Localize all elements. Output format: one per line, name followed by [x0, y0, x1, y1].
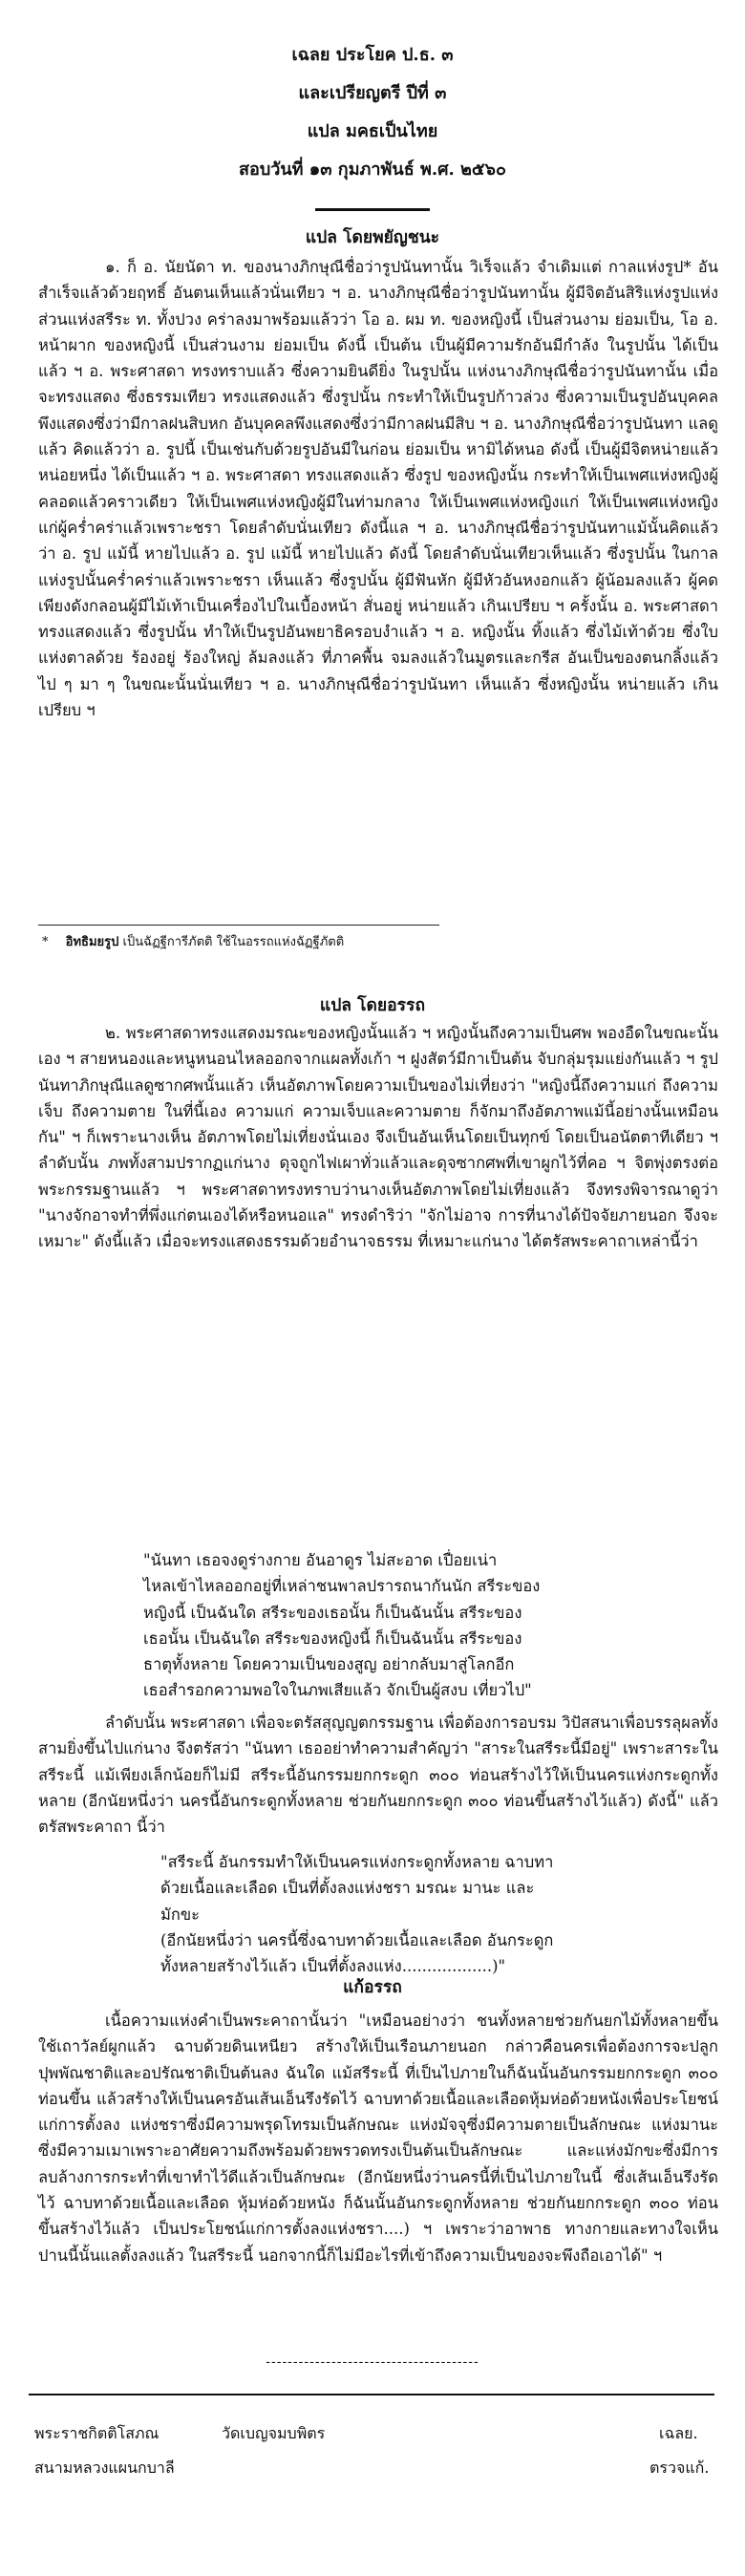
meaning-translation-para1 [38, 1020, 718, 1255]
literal-translation-text: ๑. ก็ อ. นัยนัดา ท. ของนางภิกษุณีชื่อว่ารูปนันทานั้น วิเร็จแล้ว จำเดิมแต่ กาลแห่งรูป* อันสำเร็จแล้วด้วยฤทธิ์ อันตนเห็นแล้วนั่นเทียว ฯ อ. นางภิกษุณีชื่อว่ารูปนันทานั้น ผู้มีจิตอันสิริแห่งรูปแห่งส่วนแห่งสรีระ ท. ทั้งปวง คร่าลงมาพร้อมแล้วว่า โอ อ. ผม ท. ของหญิงนี้ เป็นส่วนงาม ย่อมเป็น, โอ อ. หน้าผาก ของหญิงนี้ เป็นส่วนงาม ย่อมเป็น ดังนี้ เป็นต้น เป็นผู้มีความรักอันมีกำลัง ในรูปนั้น ได้เป็นแล้ว ฯ อ. พระศาสดา ทรงทราบแล้ว ซึ่งความยินดียิ่ง ในรูปนั้น แห่งนางภิกษุณีชื่อว่ารูปนันทานั้น เมื่อจะทรงแสดง ซึ่งธรรมเทียว ทรงแสดงแล้ว ซึ่งรูปนั้น กระทำให้เป็นรูปก้าวล่วง ซึ่งความเป็นรูปอันบุคคลพึงแสดงซึ่งว่ามีกาลฝนสิบหก อันบุคคลพึงแสดงซึ่งว่ามีกาลฝนมีสิบ ฯ อ. นางภิกษุณีชื่อว่ารูปนันทา แลดูแล้ว คิดแล้วว่า อ. รูปนี้ เป็นเช่นกับด้วยรูปอันมีในก่อน ย่อมเป็น หามิได้หนอ ดังนี้ เป็นผู้มีจิตหน่ายแล้ว หน่อยหนึ่ง ได้เป็นแล้ว ฯ อ. พระศาสดา ทรงแสดงแล้ว ซึ่งรูป ของหญิงนั้น กระทำให้เป็นเพศแห่งหญิงผู้คลอดแล้วคราวเดียว ให้เป็นเพศแห่งหญิงผู้มีในท่ามกลาง ให้เป็นเพศแห่งหญิงแก่ ให้เป็นเพศแห่งหญิงแก่ผู้คร่ำคร่าแล้วเพราะชรา โดยลำดับนั่นเทียว ดังนี้แล ฯ อ. นางภิกษุณีชื่อว่ารูปนันทาแม้นั้นคิดแล้วว่า อ. รูป แม้นี้ หายไปแล้ว อ. รูป แม้นี้ หายไปแล้ว ดังนี้ โดยลำดับนั่นเทียวเห็นแล้ว ซึ่งรูปนั้น ในกาลแห่งรูปนั้นคร่ำคร่าแล้วเพราะชรา เห็นแล้ว ซึ่งรูปนั้น ผู้มีฟันหัก ผู้มีหัวอันหงอกแล้ว ผู้น้อมลงแล้ว ผู้คดเพียงดังกลอนผู้มีไม้เท้าเป็นเครื่องไปในเบื้องหน้า สั่นอยู่ หน่ายแล้ว เกินเปรียบ ฯ ครั้งนั้น อ. พระศาสดาทรงแสดงแล้ว ซึ่งรูปนั้น ทำให้เป็นรูปอันพยาธิครอบงำแล้ว ฯ อ. หญิงนั้น ทิ้งแล้ว ซึ่งไม้เท้าด้วย ซึ่งใบแห่งตาลด้วย ร้องอยู่ ร้องใหญ่ ล้มลงแล้ว ที่ภาคพื้น จมลงแล้วในมูตรและกรีส อันเป็นของตนกลิ้งแล้ว ไป ๆ มา ๆ ในขณะนั้นนั่นเทียว ฯ อ. นางภิกษุณีชื่อว่ารูปนันทา เห็นแล้ว ซึ่งหญิงนั้น หน่ายแล้ว เกินเปรียบ ฯ [38, 258, 718, 720]
verse-line: "สรีระนี้ อันกรรมทำให้เป็นนครแห่งกระดูกทั้งหลาย ฉาบทา [160, 1853, 554, 1871]
commentary-body [38, 2008, 718, 2268]
verse-block-1 [143, 1547, 554, 1704]
verse-line: (อีกนัยหนึ่งว่า นครนี้ซึ่งฉาบทาด้วยเนื้อและเลือด อันกระดูก [160, 1930, 554, 1949]
header-answer-line: เฉลย ประโยค ป.ธ. ๓ [291, 45, 454, 65]
verse-line: ไหลเข้าไหลออกอยู่ที่เหล่าชนพาลปรารถนากันนัก สรีระของ [143, 1577, 541, 1596]
verse-block-2 [160, 1849, 562, 1979]
exam-board-name: สนามหลวงแผนกบาลี [34, 2459, 175, 2477]
commentary-text: เนื้อความแห่งคำเป็นพระคาถานั้นว่า "เหมือนอย่างว่า ชนทั้งหลายช่วยกันยกไม้ทั้งหลายขึ้น ใช้เถาวัลย์ผูกแล้ว ฉาบด้วยดินเหนียว สร้างให้เป็นเรือนภายนอก กล่าวคือนครเพื่อต้องการจะปลูกปุพพัณชาติและอปรัณชาติเป็นต้นลง ฉันใด แม้สรีระนี้ ที่เป็นไปภายในก็ฉันนั้นอันกรรมยกกระดูก ๓๐๐ ท่อนขึ้น แล้วสร้างให้เป็นนครอันเส้นเอ็นรึงรัดไว้ ฉาบทาด้วยเนื้อและเลือดหุ้มห่อด้วยหนังเพื่อประโยชน์แก่การตั้งลง แห่งชราซึ่งมีความพรุดโทรมเป็นลักษณะ แห่งมัจจุซึ่งมีความตายเป็นลักษณะ แห่งมานะซึ่งมีความเมาเพราะอาศัยความถึงพร้อมด้วยพรวดทรงเป็นต้นเป็นลักษณะ และแห่งมักขะซึ่งมีการลบล้างการกระทำที่เขาทำไว้ดีแล้วเป็นลักษณะ (อีกนัยหนึ่งว่านครนี้ที่เป็นไปภายในนี้ ซึ่งเส้นเอ็นรึงรัดไว้ ฉาบทาด้วยเนื้อและเลือด หุ้มห่อด้วยหนัง ก็ฉันนั้นอันกระดูกทั้งหลาย ช่วยกันยกกระดูก ๓๐๐ ท่อนขึ้นสร้างไว้แล้ว เป็นประโยชน์แก่การตั้งลงแห่งชรา....) ฯ เพราะว่าอาพาธ ทางกายและทางใจเห็นปานนี้นั้นแลตั้งลงแล้ว ในสรีระนี้ นอกจากนี้ก็ไม่มีอะไรที่เข้าถึงความเป็นของจะพึงถือเอาได้" ฯ [38, 2012, 718, 2265]
footnote [42, 931, 344, 951]
header-date-line: สอบวันที่ ๑๓ กุมภาพันธ์ พ.ศ. ๒๕๖๐ [239, 160, 506, 180]
header-divider [315, 208, 430, 211]
meaning-para2-text: ลำดับนั้น พระศาสดา เพื่อจะตรัสสุญญตกรรมฐาน เพื่อต้องการอบรม วิปัสสนาเพื่อบรรลุผลทั้งสามยิ่งขึ้นไปแก่นาง จึงตรัสว่า "นันทา เธออย่าทำความสำคัญว่า "สาระในสรีระนี้มีอยู่" เพราะสาระในสรีระนี้ แม้เพียงเล็กน้อยก็ไม่มี สรีระนี้อันกรรมยกกระดูก ๓๐๐ ท่อนสร้างไว้ให้เป็นนครแห่งกระดูกทั้งหลาย (อีกนัยหนึ่งว่า นครนี้อันกระดูกทั้งหลาย ช่วยกันยกกระดูก ๓๐๐ ท่อนขึ้นสร้างไว้แล้ว) ดังนี้" แล้วตรัสพระคาถา นี้ว่า [38, 1714, 718, 1837]
section-title-literal: แปล โดยพยัญชนะ [305, 228, 440, 247]
end-dash-line: --------------------------------------- [266, 2354, 479, 2370]
bottom-divider [29, 2394, 714, 2395]
verse-line: เธอนั้น เป็นฉันใด สรีระของหญิงนี้ ก็เป็นฉันนั้น สรีระของ [143, 1629, 522, 1648]
reviewed-label: ตรวจแก้. [649, 2459, 710, 2477]
header-subject-line: แปล มคธเป็นไทย [307, 121, 438, 141]
answer-key-label: เฉลย. [659, 2424, 698, 2442]
footnote-text: เป็นฉัฏฐีการีภัตติ ใช้ในอรรถแห่งฉัฏฐีภัตติ [122, 935, 345, 949]
footnote-term: อิทธิมยรูป [65, 935, 119, 949]
verse-line: ธาตุทั้งหลาย โดยความเป็นของสูญ อย่ากลับมาสู่โลกอีก [143, 1655, 515, 1674]
verse-line: เธอสำรอกความพอใจในภพเสียแล้ว จักเป็นผู้สงบ เที่ยวไป" [143, 1681, 532, 1700]
verse-line: หญิงนี้ เป็นฉันใด สรีระของเธอนั้น ก็เป็นฉันนั้น สรีระของ [143, 1603, 522, 1622]
section-title-meaning: แปล โดยอรรถ [319, 996, 426, 1015]
signer-name: พระราชกิตติโสภณ [34, 2424, 160, 2442]
verse-line: ทั้งหลายสร้างไว้แล้ว เป็นที่ตั้งลงแห่ง..................)" [160, 1957, 506, 1976]
literal-translation-body [38, 254, 718, 723]
footnote-divider [38, 925, 439, 926]
exam-header [0, 36, 745, 189]
header-level-line: และเปรียญตรี ปีที่ ๓ [298, 83, 447, 103]
signer-temple: วัดเบญจมบพิตร [222, 2424, 326, 2442]
footnote-marker: * [42, 935, 49, 949]
meaning-translation-para2 [38, 1710, 718, 1840]
section-title-commentary: แก้อรรถ [343, 1978, 402, 1997]
verse-line: ด้วยเนื้อและเลือด เป็นที่ตั้งลงแห่งชรา มรณะ มานะ และมักขะ [160, 1879, 535, 1924]
verse-line: "นันทา เธอจงดูร่างกาย อันอาดูร ไม่สะอาด เปื่อยเน่า [143, 1551, 498, 1569]
meaning-para1-text: ๒. พระศาสดาทรงแสดงมรณะของหญิงนั้นแล้ว ฯ หญิงนั้นถึงความเป็นศพ พองอืดในขณะนั้นเอง ฯ สายหนองและหนูหนอนไหลออกจากแผลทั้งเก้า ฯ ฝูงสัตว์มีกาเป็นต้น จับกลุ่มรุมแย่งกันแล้ว ฯ รูปนันทาภิกษุณีแลดูซากศพนั้นแล้ว เห็นอัตภาพโดยความเป็นของไม่เที่ยงว่า "หญิงนี้ถึงความแก่ ถึงความเจ็บ ถึงความตาย ในที่นี้เอง ความแก่ ความเจ็บและความตาย ก็จักมาถึงอัตภาพแม้นี้อย่างนั้นเหมือนกัน" ฯ ก็เพราะนางเห็น อัตภาพโดยไม่เที่ยงนั่นเอง จึงเป็นอันเห็นโดยเป็นทุกข์ โดยเป็นอนัตตาทีเดียว ฯ ลำดับนั้น ภพทั้งสามปรากฏแก่นาง ดุจถูกไฟเผาทั่วแล้วและดุจซากศพที่เขาผูกไว้ที่คอ ฯ จิตพุ่งตรงต่อพระกรรมฐานแล้ว ฯ พระศาสดาทรงทราบว่านางเห็นอัตภาพโดยไม่เที่ยงแล้ว จึงทรงพิจารณาดูว่า "นางจักอาจทำที่พึ่งแก่ตนเองได้หรือหนอแล" ทรงดำริว่า "จักไม่อาจ การที่นางได้ปัจจัยภายนอก จึงจะเหมาะ" ดังนี้แล้ว เมื่อจะทรงแสดงธรรมด้วยอำนาจธรรม ที่เหมาะแก่นาง ได้ตรัสพระคาถาเหล่านี้ว่า [38, 1024, 718, 1251]
